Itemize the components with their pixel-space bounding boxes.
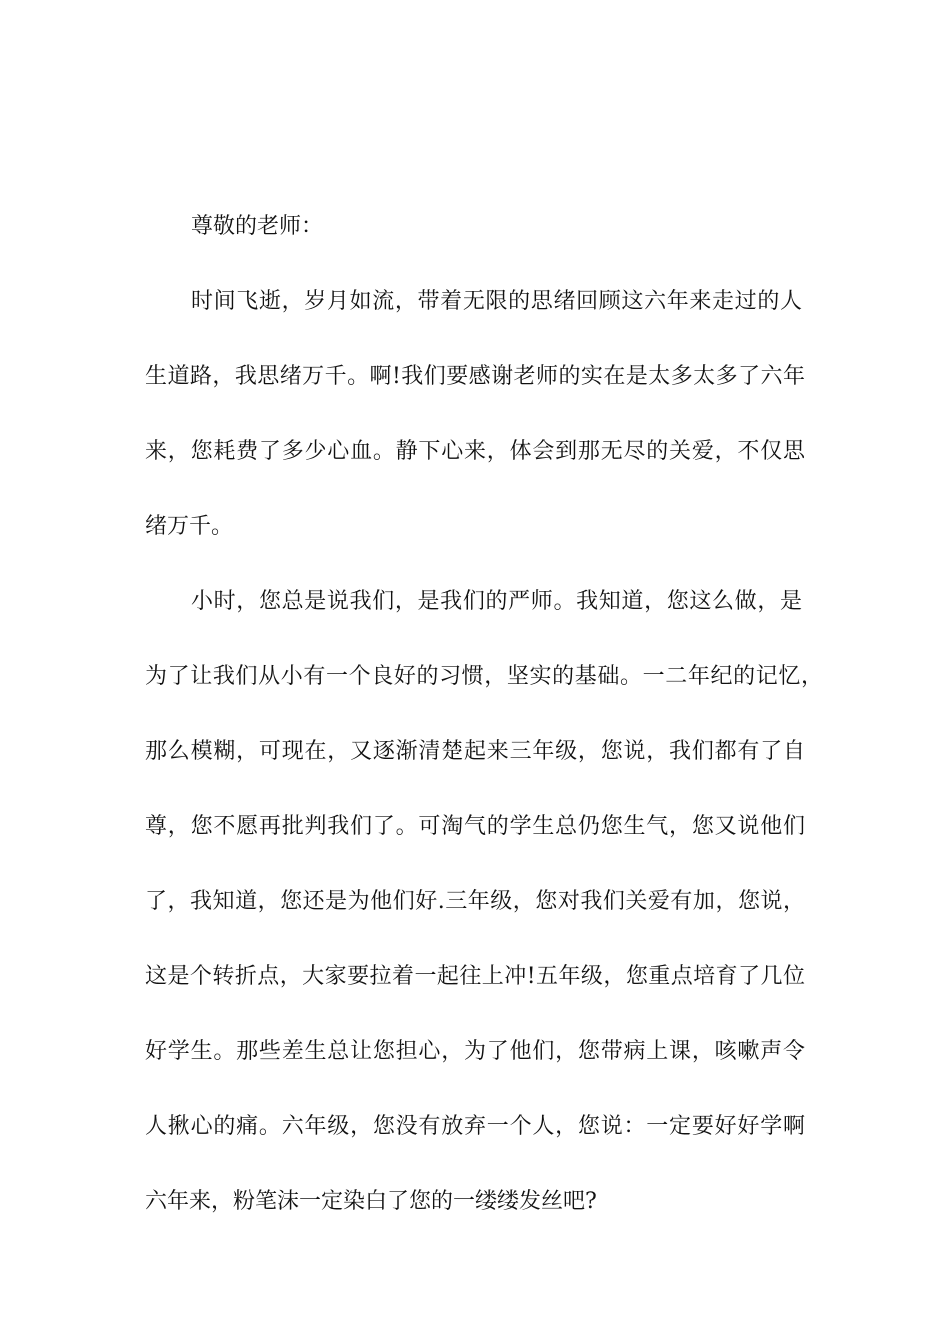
- paragraph-2-line-1: 小时，您总是说我们，是我们的严师。我知道，您这么做，是: [191, 589, 802, 614]
- paragraph-2-line-2: 为了让我们从小有一个良好的习惯，坚实的基础。一二年纪的记忆，: [145, 664, 823, 689]
- paragraph-1-line-3: 来，您耗费了多少心血。静下心来，体会到那无尽的关爱，不仅思: [145, 439, 805, 464]
- paragraph-2-line-4: 尊，您不愿再批判我们了。可淘气的学生总仍您生气，您又说他们: [145, 814, 805, 839]
- paragraph-2-line-7: 好学生。那些差生总让您担心，为了他们，您带病上课，咳嗽声令: [145, 1039, 805, 1064]
- paragraph-2-line-3: 那么模糊，可现在，又逐渐清楚起来三年级，您说，我们都有了自: [145, 739, 805, 764]
- paragraph-2-line-6: 这是个转折点，大家要拉着一起往上冲!五年级，您重点培育了几位: [145, 964, 805, 989]
- paragraph-1-line-1: 时间飞逝，岁月如流，带着无限的思绪回顾这六年来走过的人: [191, 289, 802, 314]
- paragraph-2-line-9: 六年来，粉笔沫一定染白了您的一缕缕发丝吧?: [145, 1189, 597, 1214]
- paragraph-1-line-4: 绪万千。: [145, 514, 234, 539]
- paragraph-1-line-2: 生道路，我思绪万千。啊!我们要感谢老师的实在是太多太多了六年: [145, 364, 805, 389]
- paragraph-2-line-5: 了，我知道，您还是为他们好.三年级，您对我们关爱有加，您说，: [145, 889, 805, 914]
- paragraph-2-line-8: 人揪心的痛。六年级，您没有放弃一个人，您说：一定要好好学啊: [145, 1114, 805, 1139]
- salutation: 尊敬的老师：: [191, 214, 324, 239]
